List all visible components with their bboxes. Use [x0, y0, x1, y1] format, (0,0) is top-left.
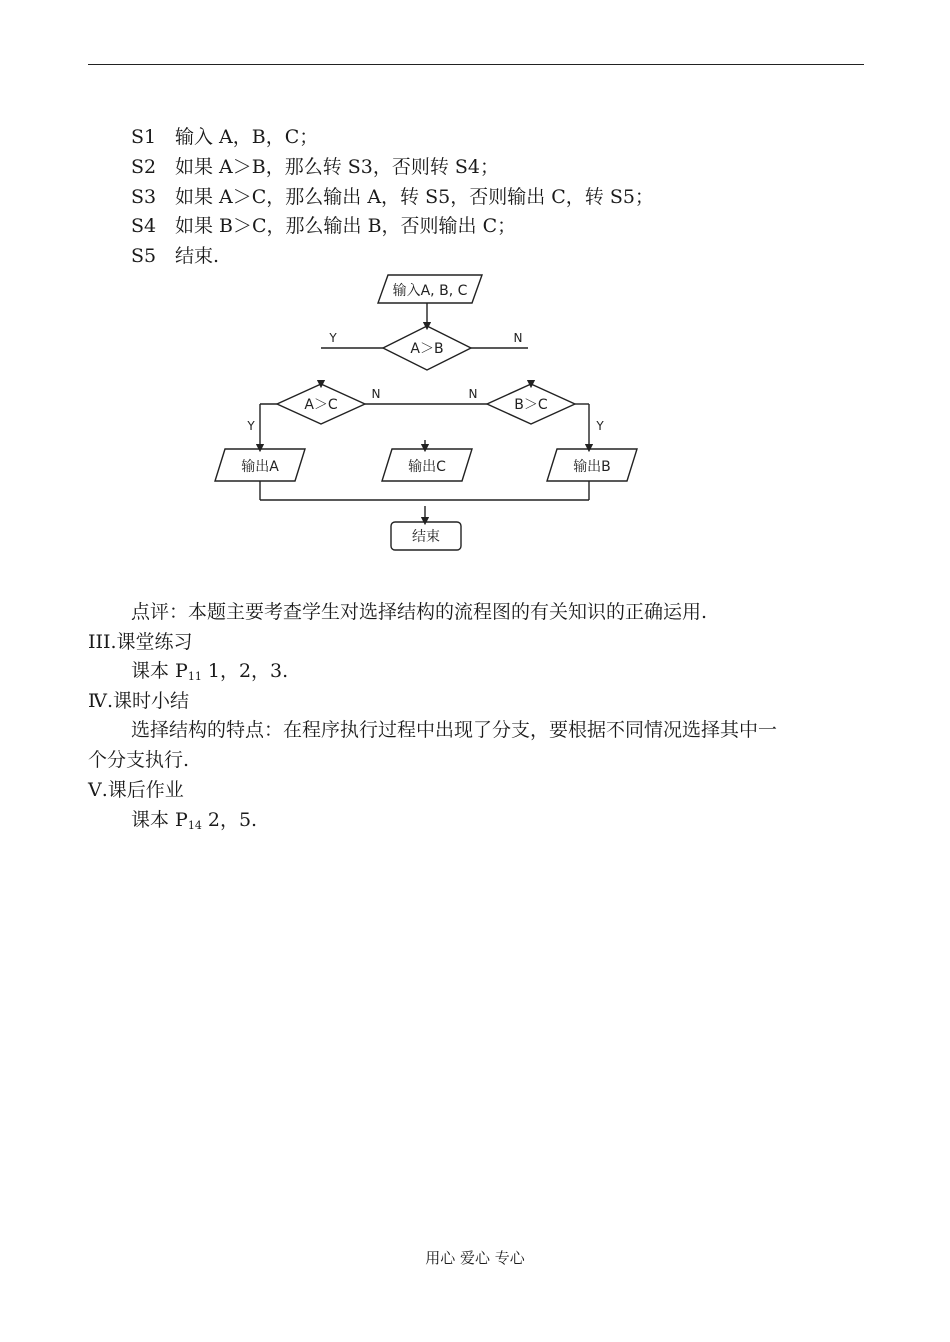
no-label-right: N	[468, 387, 478, 401]
section-4-title: Ⅳ.课时小结	[88, 690, 190, 712]
input-label: 输入A, B, C	[392, 283, 468, 299]
decision-a-gt-c-label: A＞C	[304, 397, 338, 413]
step-s4: S4 如果 B＞C，那么输出 B，否则输出 C；	[131, 215, 517, 237]
no-label-left: N	[371, 387, 381, 401]
page-footer: 用心 爱心 专心	[425, 1249, 525, 1267]
decision-a-gt-b-label: A＞B	[410, 341, 444, 357]
header-rule	[88, 64, 864, 65]
step-s1: S1 输入 A，B，C；	[131, 126, 319, 148]
output-a-label: 输出A	[241, 459, 279, 475]
section-5-body: 课本 $P_{14}$ 2，5.	[131, 809, 258, 832]
section-4-line1: 选择结构的特点：在程序执行过程中出现了分支，要根据不同情况选择其中一	[131, 719, 778, 741]
section-3-body: 课本 $P_{11}$ 1，2，3.	[131, 660, 289, 683]
end-label: 结束	[412, 529, 440, 545]
step-s5: S5 结束.	[131, 245, 220, 267]
yes-label-left: Y	[247, 419, 255, 433]
no-label-top: N	[513, 331, 523, 345]
decision-b-gt-c-label: B＞C	[514, 397, 548, 413]
step-s2: S2 如果 A＞B，那么转 S3，否则转 S4；	[131, 156, 500, 178]
yes-label-top: Y	[329, 331, 337, 345]
yes-label-right: Y	[596, 419, 604, 433]
flowchart	[205, 268, 645, 558]
section-4-line2: 个分支执行.	[88, 749, 190, 771]
output-b-label: 输出B	[573, 459, 611, 475]
output-c-label: 输出C	[408, 459, 446, 475]
section-5-title: Ⅴ.课后作业	[88, 779, 184, 801]
step-s3: S3 如果 A＞C，那么输出 A，转 S5，否则输出 C，转 S5；	[131, 186, 654, 208]
comment: 点评：本题主要考查学生对选择结构的流程图的有关知识的正确运用.	[131, 601, 708, 623]
section-3-title: III.课堂练习	[88, 631, 193, 653]
